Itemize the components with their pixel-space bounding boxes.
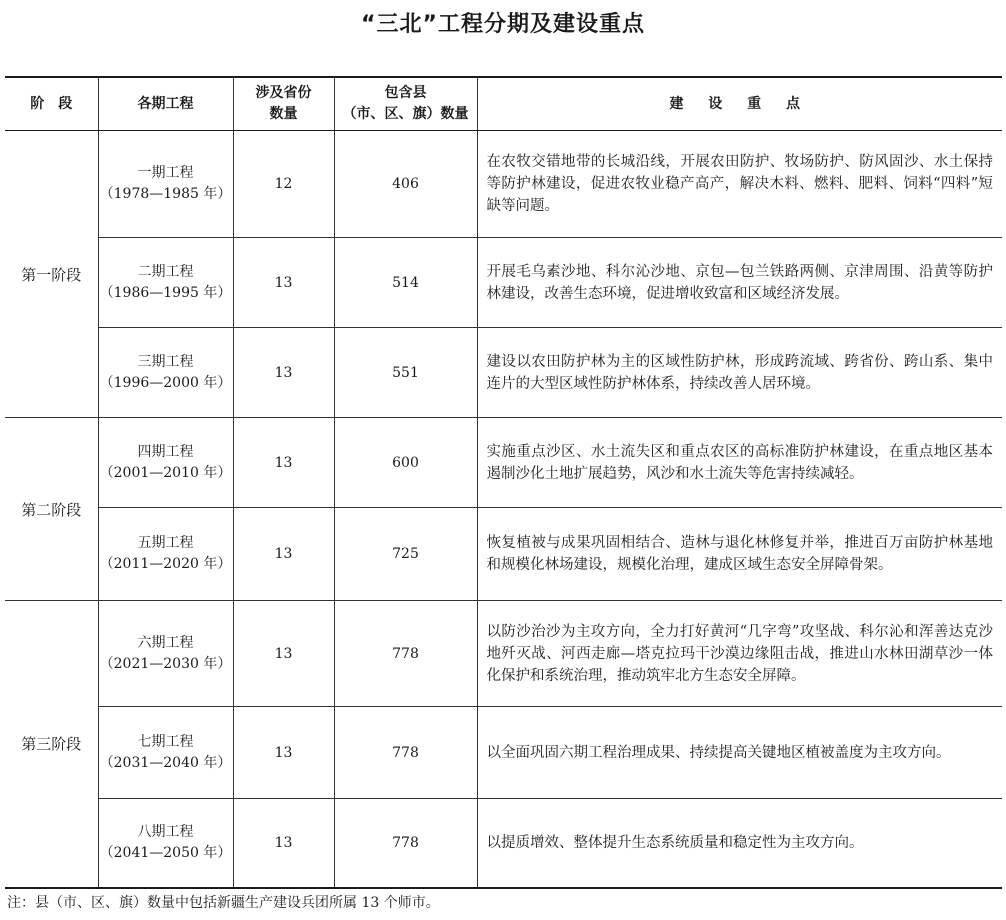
focus-cell: 实施重点沙区、水土流失区和重点农区的高标准防护林建设，在重点地区基本遏制沙化土地扩展趋势，风沙和水土流失等危害持续减轻。 [477, 418, 1002, 508]
counties-cell: 551 [334, 328, 477, 418]
focus-cell: 以全面巩固六期工程治理成果、持续提高关键地区植被盖度为主攻方向。 [477, 707, 1002, 799]
header-project-label: 各期工程 [137, 95, 194, 112]
project-name: 四期工程 [137, 443, 194, 460]
provinces-cell: 13 [233, 707, 334, 799]
stage-cell: 第二阶段 [5, 418, 98, 601]
table-row [5, 418, 1002, 508]
counties-cell: 725 [334, 508, 477, 601]
project-name: 五期工程 [137, 535, 194, 551]
project-cell [98, 508, 233, 601]
counties-cell: 514 [334, 238, 477, 328]
counties-cell: 600 [334, 418, 477, 508]
project-years: （2011—2020 年） [99, 556, 232, 572]
table-row [5, 799, 1002, 888]
project-name: 二期工程 [137, 263, 194, 280]
table-row [5, 707, 1002, 799]
counties-cell: 406 [334, 131, 477, 238]
project-cell [98, 418, 233, 508]
stage-cell: 第一阶段 [5, 131, 98, 418]
counties-cell: 778 [334, 707, 477, 799]
header-stage-label: 阶 段 [30, 95, 73, 112]
provinces-cell: 13 [233, 328, 334, 418]
header-counties [334, 77, 477, 131]
page-title: “三北”工程分期及建设重点 [361, 12, 645, 37]
project-years: （1996—2000 年） [99, 374, 232, 391]
project-name: 八期工程 [137, 823, 194, 840]
project-cell [98, 799, 233, 888]
provinces-cell: 13 [233, 238, 334, 328]
focus-cell: 以防沙治沙为主攻方向，全力打好黄河“几字弯”攻坚战、科尔沁和浑善达克沙地歼灭战、河西走廊—塔克拉玛干沙漠边缘阻击战，推进山水林田湖草沙一体化保护和系统治理，推动筑牢北方生态安全屏障。 [477, 601, 1002, 707]
header-focus [477, 77, 1002, 131]
project-name: 七期工程 [137, 733, 194, 750]
provinces-cell: 13 [233, 601, 334, 707]
table-row [5, 131, 1002, 238]
project-name: 三期工程 [137, 353, 194, 370]
project-years: （1978—1985 年） [99, 186, 232, 202]
table-row [5, 328, 1002, 418]
header-provinces-line1: 涉及省份 [255, 85, 312, 101]
header-row [5, 77, 1002, 131]
project-years: （2001—2010 年） [99, 464, 232, 481]
header-project [98, 77, 233, 131]
project-cell [98, 131, 233, 238]
focus-cell: 恢复植被与成果巩固相结合、造林与退化林修复并举，推进百万亩防护林基地和规模化林场建设，规模化治理，建成区域生态安全屏障骨架。 [477, 508, 1002, 601]
focus-cell: 建设以农田防护林为主的区域性防护林，形成跨流域、跨省份、跨山系、集中连片的大型区域性防护林体系，持续改善人居环境。 [477, 328, 1002, 418]
focus-cell: 开展毛乌素沙地、科尔沁沙地、京包—包兰铁路两侧、京津周围、沿黄等防护林建设，改善生态环境，促进增收致富和区域经济发展。 [477, 238, 1002, 328]
footnote: 注：县（市、区、旗）数量中包括新疆生产建设兵团所属 13 个师市。 [7, 895, 440, 911]
project-name: 六期工程 [137, 634, 194, 651]
project-years: （2031—2040 年） [99, 754, 232, 771]
project-cell [98, 328, 233, 418]
table-row [5, 508, 1002, 601]
header-counties-line2: （市、区、旗）数量 [342, 106, 469, 122]
table-row [5, 601, 1002, 707]
project-years: （2041—2050 年） [99, 844, 232, 861]
provinces-cell: 13 [233, 799, 334, 888]
header-focus-label: 建 设 重 点 [669, 95, 811, 112]
header-provinces [233, 77, 334, 131]
counties-cell: 778 [334, 601, 477, 707]
focus-cell: 在农牧交错地带的长城沿线，开展农田防护、牧场防护、防风固沙、水土保持等防护林建设，促进农牧业稳产高产，解决木料、燃料、肥料、饲料“四料”短缺等问题。 [477, 131, 1002, 238]
project-years: （1986—1995 年） [99, 284, 232, 301]
project-name: 一期工程 [137, 165, 194, 181]
provinces-cell: 13 [233, 508, 334, 601]
provinces-cell: 13 [233, 418, 334, 508]
project-cell [98, 707, 233, 799]
header-stage [5, 77, 98, 131]
focus-cell: 以提质增效、整体提升生态系统质量和稳定性为主攻方向。 [477, 799, 1002, 888]
provinces-cell: 12 [233, 131, 334, 238]
project-table [5, 76, 1002, 889]
header-counties-line1: 包含县 [384, 85, 427, 101]
header-provinces-line2: 数量 [269, 106, 298, 122]
table-row [5, 238, 1002, 328]
project-years: （2021—2030 年） [99, 655, 232, 672]
counties-cell: 778 [334, 799, 477, 888]
project-cell [98, 601, 233, 707]
stage-cell: 第三阶段 [5, 601, 98, 888]
project-cell [98, 238, 233, 328]
